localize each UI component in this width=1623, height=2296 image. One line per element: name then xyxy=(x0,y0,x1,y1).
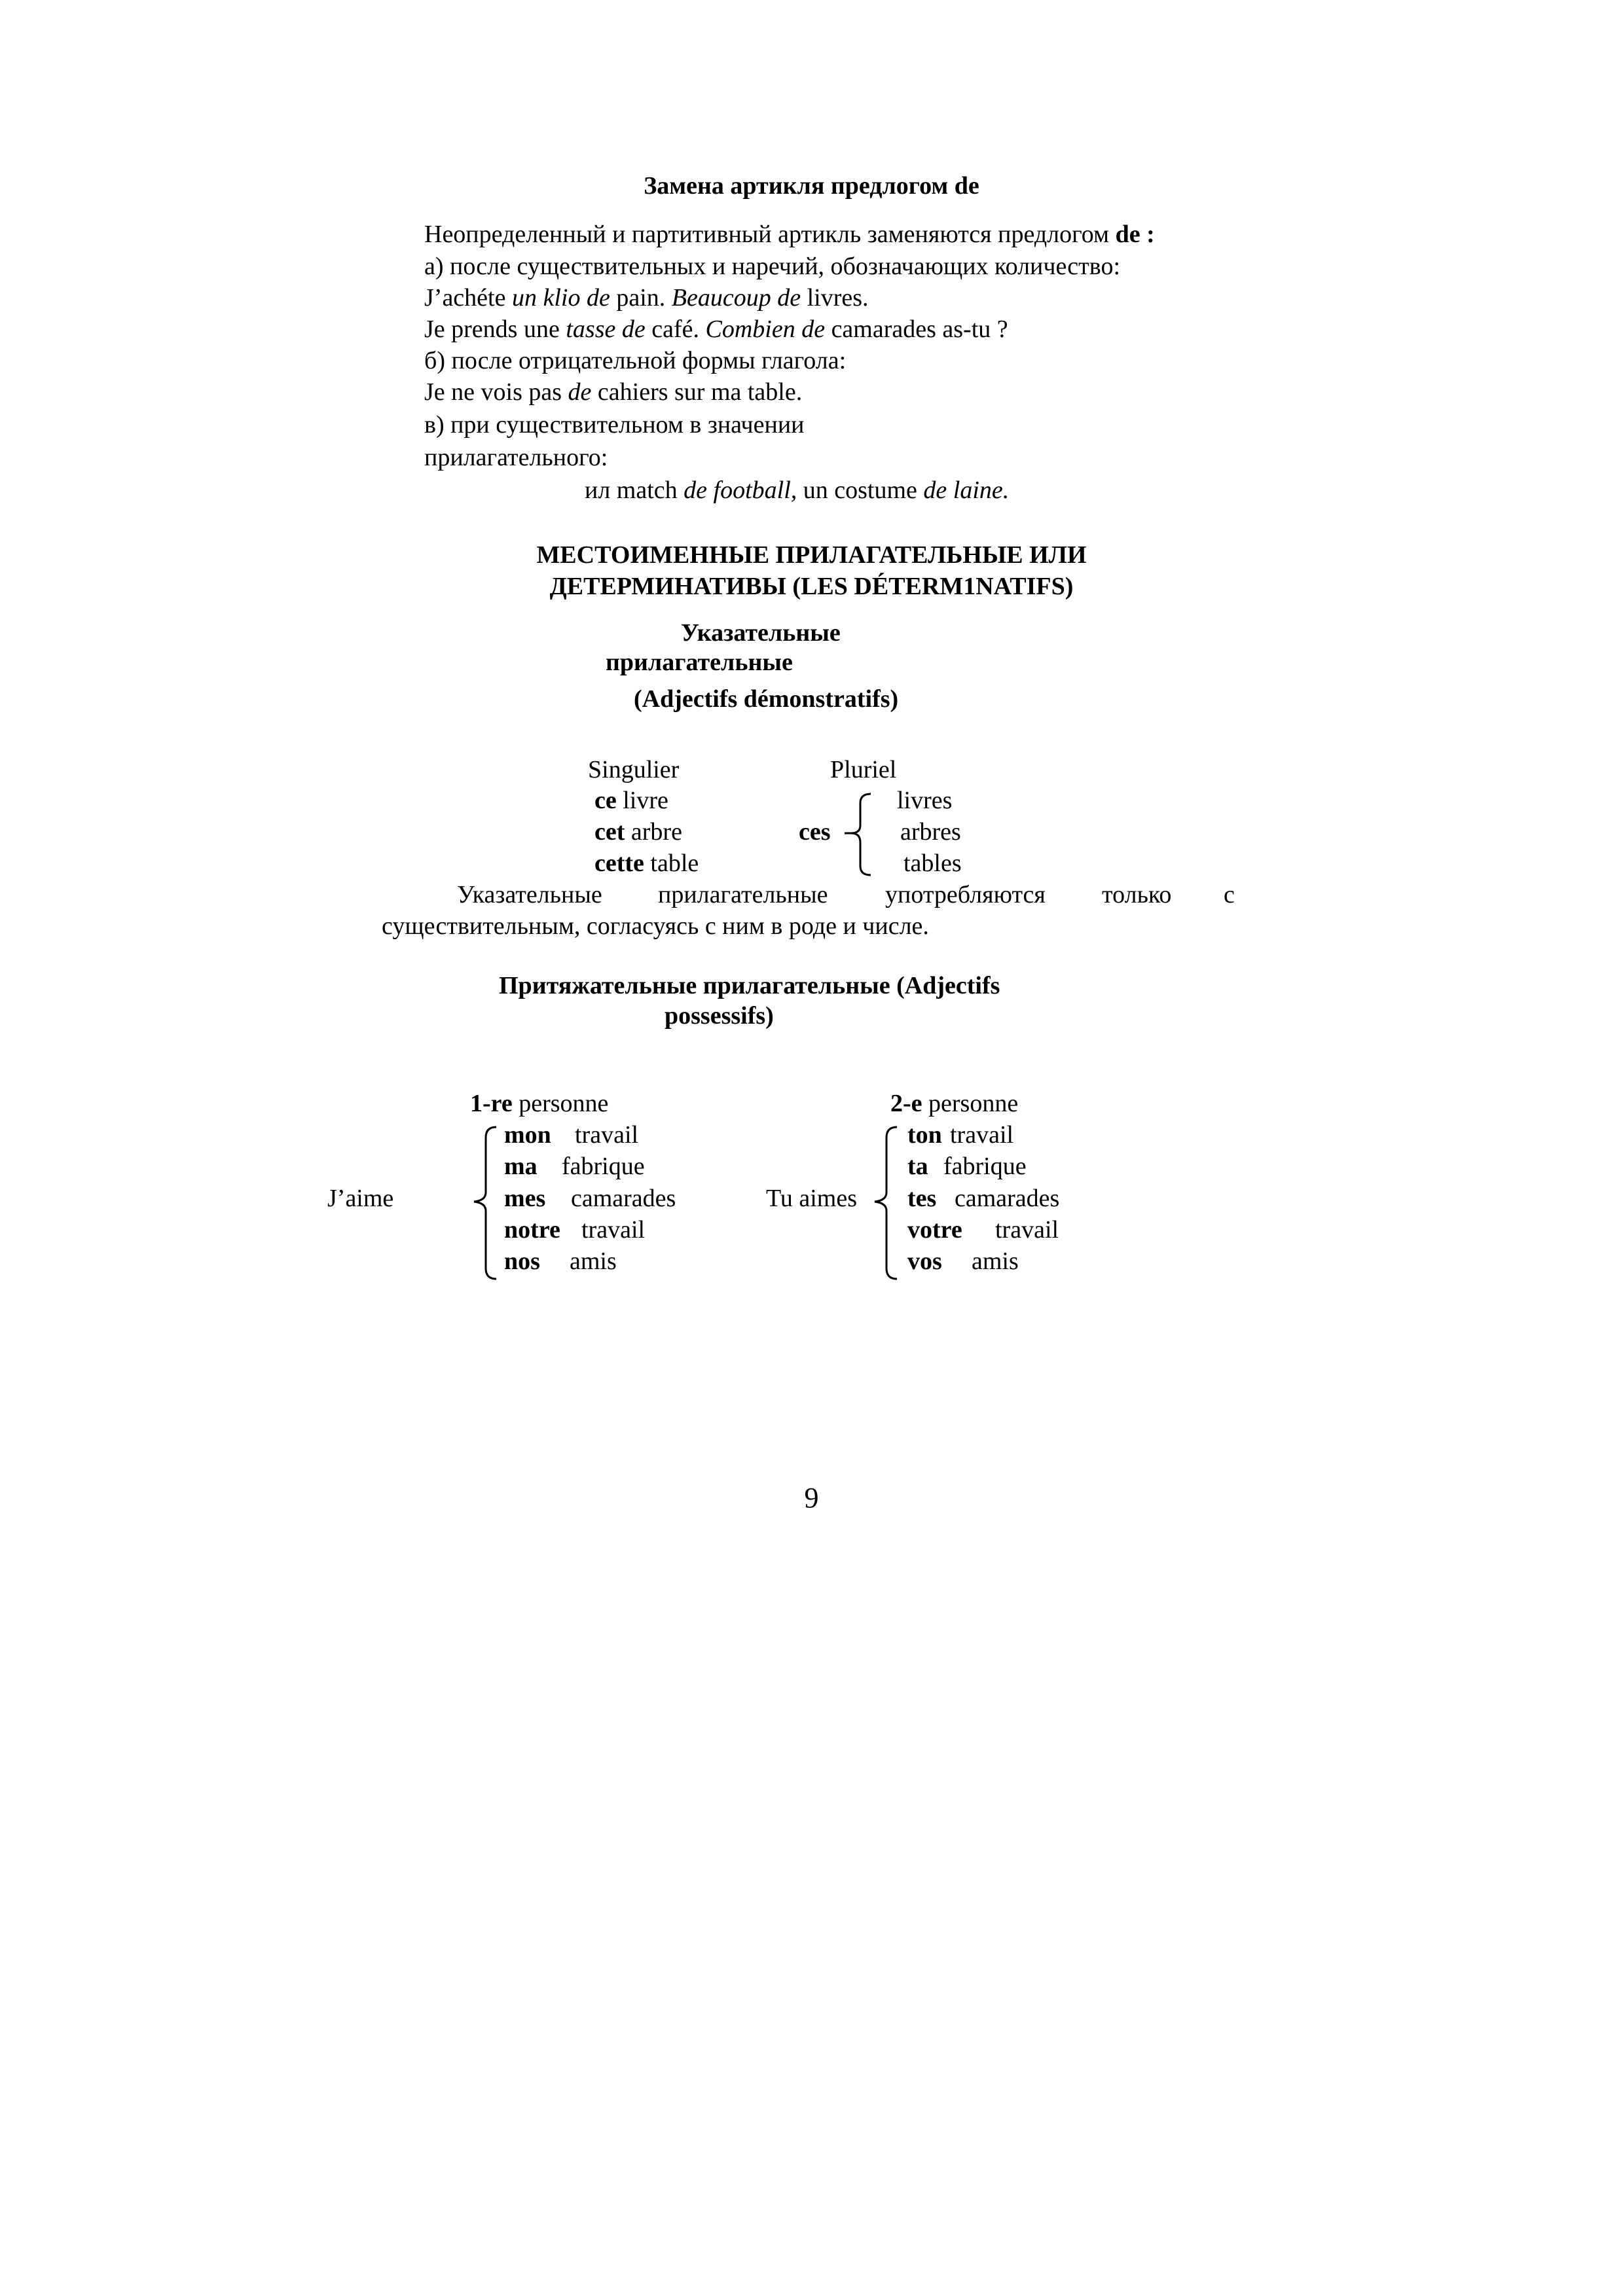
ex2-part: Je prends une xyxy=(424,315,566,343)
ex4-part: ил match xyxy=(585,476,684,504)
page-number: 9 xyxy=(804,1482,819,1514)
demonstratives-heading-line1: Указательные xyxy=(681,619,841,647)
demonstratives-heading-line2: прилагательные xyxy=(606,649,793,676)
second-det: votre xyxy=(907,1216,962,1244)
first-det: notre xyxy=(504,1216,560,1244)
second-noun: travail xyxy=(950,1121,1014,1149)
first-det: ma xyxy=(504,1153,538,1180)
ex2-part: camarades as-tu ? xyxy=(825,315,1008,343)
singular-det: cette xyxy=(594,850,644,877)
rule-word: употребляются xyxy=(885,881,1046,908)
first-person-brace xyxy=(470,1124,503,1282)
singular-item xyxy=(594,817,682,846)
singular-item xyxy=(594,786,668,815)
ex1-part: J’achéte xyxy=(424,284,512,312)
ex1-italic: un klio de xyxy=(511,284,610,312)
second-person-num: 2-e xyxy=(890,1090,922,1117)
plural-noun: livres xyxy=(897,787,953,814)
plural-header: Pluriel xyxy=(830,756,897,783)
singular-item xyxy=(594,849,699,878)
first-noun: travail xyxy=(575,1121,639,1149)
demonstratives-heading-line3: (Adjectifs démonstratifs) xyxy=(634,685,899,713)
rule-word: с xyxy=(1224,881,1235,908)
ex2-italic: tasse de xyxy=(566,315,646,343)
second-noun: fabrique xyxy=(943,1153,1027,1180)
first-noun: amis xyxy=(570,1247,617,1275)
plural-brace xyxy=(845,789,877,880)
possessives-heading-line1: Притяжательные прилагательные (Adjectifs xyxy=(499,972,1000,999)
singular-noun: livre xyxy=(616,787,668,814)
section-title-article-replacement: Замена артикля предлогом de xyxy=(644,172,979,200)
second-noun: travail xyxy=(995,1216,1059,1244)
intro-de: de : xyxy=(1115,221,1155,248)
rule-word: Указательные xyxy=(457,881,602,908)
ex4-italic: de laine. xyxy=(923,476,1010,504)
singular-det: ce xyxy=(594,787,617,814)
section-title-determinatifs-line2: ДЕТЕРМИНАТИВЫ (LES DÉTERM1NATIFS) xyxy=(549,573,1074,600)
ex4-italic: de football, xyxy=(684,476,797,504)
example-3 xyxy=(424,378,802,406)
plural-det: ces xyxy=(799,818,831,846)
ex1-italic: Beaucoup de xyxy=(671,284,801,312)
intro-paragraph xyxy=(424,220,1155,249)
second-person-label: personne xyxy=(922,1090,1019,1117)
second-person-brace xyxy=(871,1124,903,1282)
rule-word: только xyxy=(1102,881,1172,908)
ex3-part: Je ne vois pas xyxy=(424,378,568,406)
first-person-num: 1-re xyxy=(470,1090,513,1117)
point-a: а) после существительных и наречий, обозначающих количество: xyxy=(424,253,1121,280)
singular-header: Singulier xyxy=(588,756,680,783)
first-noun: camarades xyxy=(571,1185,676,1212)
first-det: mes xyxy=(504,1185,546,1212)
ex3-part: cahiers sur ma table. xyxy=(591,378,803,406)
example-1 xyxy=(424,283,869,312)
section-title-determinatifs-line1: МЕСТОИМЕННЫЕ ПРИЛАГАТЕЛЬНЫЕ ИЛИ xyxy=(536,541,1087,569)
point-b: б) после отрицательной формы глагола: xyxy=(424,347,847,374)
ex1-part: pain. xyxy=(610,284,672,312)
example-4 xyxy=(585,476,1009,505)
second-det: ton xyxy=(907,1121,942,1149)
plural-noun: tables xyxy=(903,850,962,877)
singular-noun: table xyxy=(644,850,699,877)
rule-word: прилагательные xyxy=(658,881,828,908)
second-det: vos xyxy=(907,1247,942,1275)
singular-det: cet xyxy=(594,818,625,846)
first-noun: fabrique xyxy=(562,1153,645,1180)
first-person-label: personne xyxy=(512,1090,609,1117)
second-noun: amis xyxy=(972,1247,1019,1275)
example-2 xyxy=(424,315,1008,344)
ex2-italic: Combien de xyxy=(705,315,826,343)
first-det: nos xyxy=(504,1247,540,1275)
first-det: mon xyxy=(504,1121,551,1149)
ex3-italic: de xyxy=(568,378,592,406)
intro-text: Неопределенный и партитивный артикль заменяются предлогом xyxy=(424,221,1116,248)
second-det: ta xyxy=(907,1153,928,1180)
second-person-header xyxy=(890,1089,1018,1118)
first-person-verb: J’aime xyxy=(327,1185,394,1212)
second-det: tes xyxy=(907,1185,937,1212)
point-v-line1: в) при существительном в значении xyxy=(424,411,805,439)
first-person-header xyxy=(470,1089,608,1118)
plural-noun: arbres xyxy=(900,818,961,846)
second-person-verb: Tu aimes xyxy=(766,1185,858,1212)
second-noun: camarades xyxy=(955,1185,1060,1212)
rule-line2: существительным, согласуясь с ним в роде и числе. xyxy=(382,912,929,940)
ex4-part: un costume xyxy=(797,476,924,504)
ex2-part: café. xyxy=(645,315,706,343)
point-v-line2: прилагательного: xyxy=(424,444,608,471)
possessives-heading-line2: possessifs) xyxy=(665,1002,774,1030)
ex1-part: livres. xyxy=(801,284,869,312)
first-noun: travail xyxy=(581,1216,646,1244)
singular-noun: arbre xyxy=(625,818,682,846)
